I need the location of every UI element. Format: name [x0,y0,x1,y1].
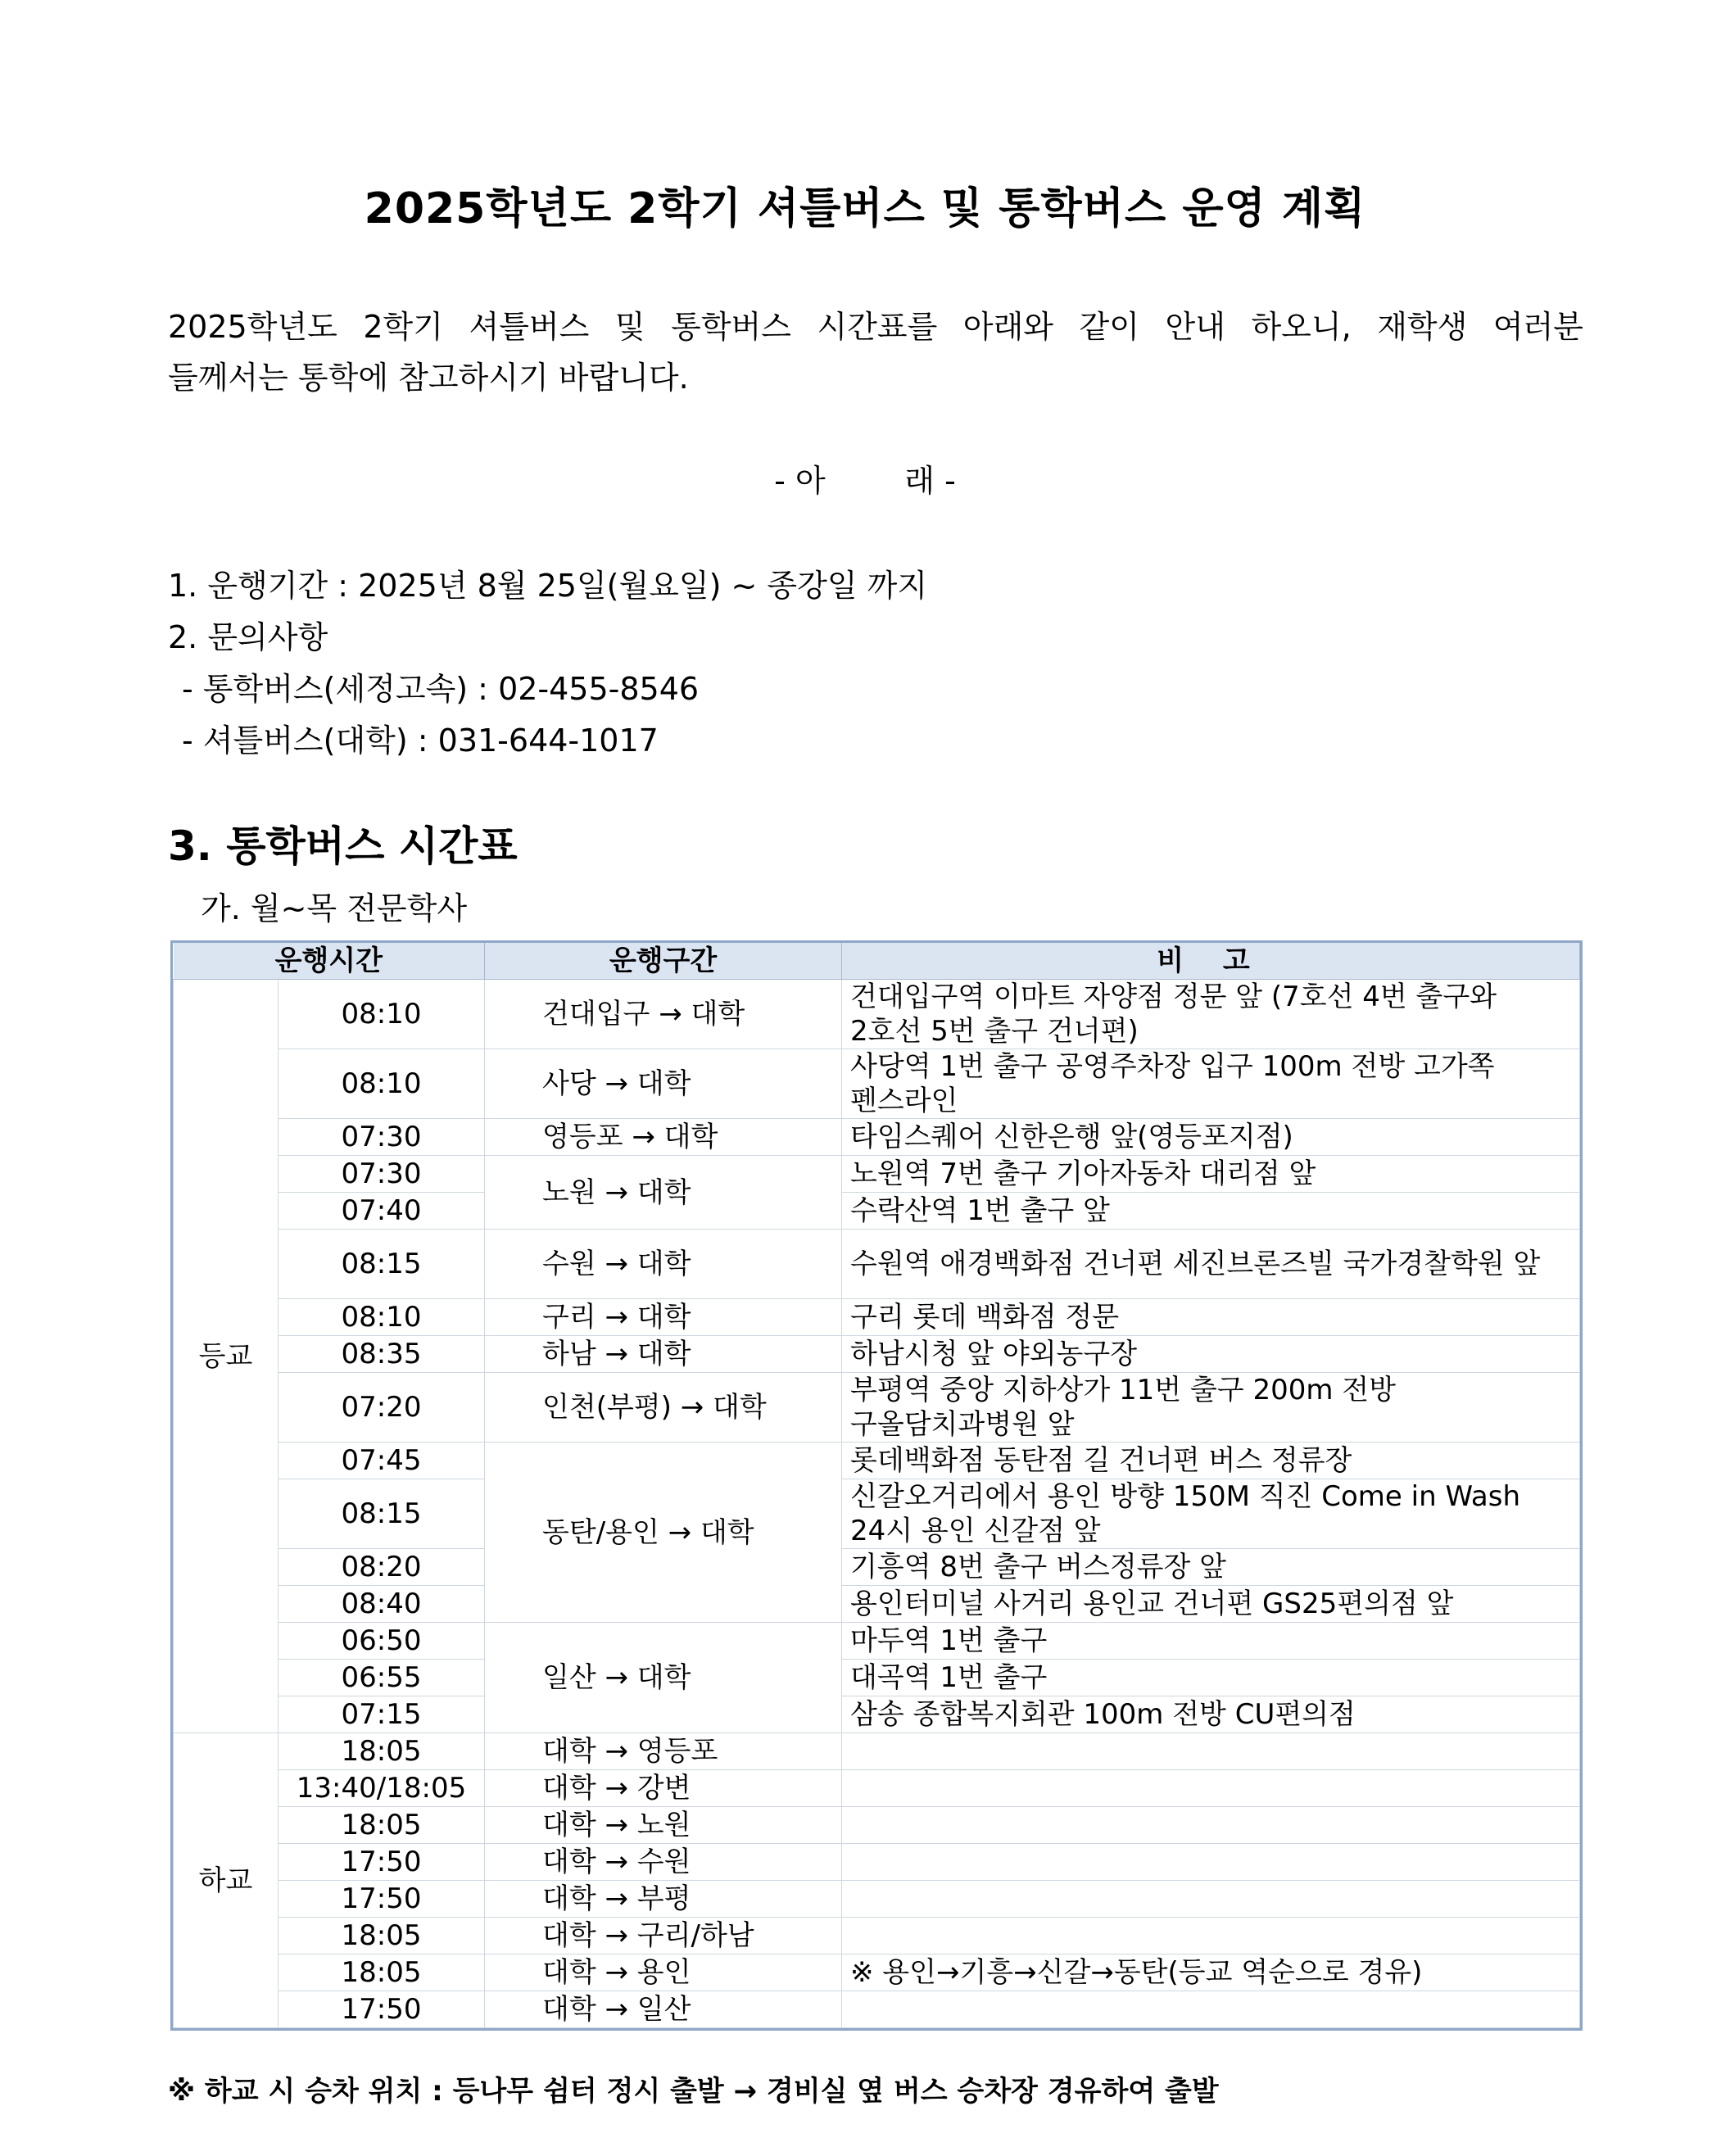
route-cell: 대학 → 수원 [485,1844,842,1881]
table-row [174,1918,1580,1954]
table-row [174,1991,1580,2028]
table-row [174,1549,1580,1586]
table-row [174,1049,1580,1119]
route-cell: 영등포 → 대학 [485,1119,842,1156]
time-cell: 08:35 [279,1336,485,1373]
time-cell: 17:50 [279,1991,485,2028]
commuter-bus-contact: - 통학버스(세정고속) : 02-455-8546 [182,671,700,707]
route-cell: 인천(부평) → 대학 [485,1373,842,1443]
time-cell: 07:30 [279,1119,485,1156]
table-row [174,1733,1580,1770]
note-cell: 하남시청 앞 야외농구장 [842,1336,1580,1373]
table-row [174,1336,1580,1373]
table-row [174,1373,1580,1443]
note-cell: ※ 용인→기흥→신갈→동탄(등교 역순으로 경유) [842,1954,1580,1991]
time-cell: 06:55 [279,1660,485,1696]
time-cell: 06:50 [279,1623,485,1660]
table-row [174,1586,1580,1623]
route-cell: 노원 → 대학 [485,1156,842,1230]
note-cell [842,1844,1580,1881]
time-cell: 08:15 [279,1230,485,1299]
time-cell: 08:10 [279,1049,485,1119]
note-cell [842,1918,1580,1954]
route-cell: 일산 → 대학 [485,1623,842,1733]
table-row [174,1119,1580,1156]
table-row [174,1230,1580,1299]
note-cell: 부평역 중앙 지하상가 11번 출구 200m 전방 구올담치과병원 앞 [842,1373,1580,1443]
table-row [174,1881,1580,1918]
route-cell: 대학 → 구리/하남 [485,1918,842,1954]
time-cell: 07:45 [279,1443,485,1479]
route-cell: 대학 → 강변 [485,1770,842,1807]
below-heading: - 아 래 - [774,463,956,499]
operation-period: 1. 운행기간 : 2025년 8월 25일(월요일) ~ 종강일 까지 [168,568,928,604]
table-row [174,1660,1580,1696]
note-cell: 수락산역 1번 출구 앞 [842,1193,1580,1230]
table-row [174,1193,1580,1230]
route-cell: 대학 → 부평 [485,1881,842,1918]
note-cell [842,1807,1580,1844]
table-row [174,1696,1580,1733]
table-row [174,1954,1580,1991]
intro-line-2: 들께서는 통학에 참고하시기 바랍니다. [168,360,689,396]
route-cell: 수원 → 대학 [485,1230,842,1299]
time-cell: 08:15 [279,1479,485,1549]
category-leaving: 하교 [174,1733,279,2028]
time-cell: 18:05 [279,1733,485,1770]
note-cell [842,1991,1580,2028]
route-cell: 대학 → 용인 [485,1954,842,1991]
route-cell: 동탄/용인 → 대학 [485,1443,842,1623]
table-row [174,980,1580,1049]
time-cell: 08:10 [279,1299,485,1336]
note-cell: 기흥역 8번 출구 버스정류장 앞 [842,1549,1580,1586]
document-title: 2025학년도 2학기 셔틀버스 및 통학버스 운영 계획 [364,184,1366,233]
route-cell: 하남 → 대학 [485,1336,842,1373]
subsection-heading: 가. 월~목 전문학사 [201,890,468,926]
note-cell [842,1770,1580,1807]
time-cell: 18:05 [279,1954,485,1991]
shuttle-bus-contact: - 셔틀버스(대학) : 031-644-1017 [182,722,659,759]
note-cell [842,1881,1580,1918]
note-cell: 용인터미널 사거리 용인교 건너편 GS25편의점 앞 [842,1586,1580,1623]
time-cell: 08:10 [279,980,485,1049]
note-cell: 노원역 7번 출구 기아자동차 대리점 앞 [842,1156,1580,1193]
time-cell: 08:40 [279,1586,485,1623]
time-cell: 17:50 [279,1844,485,1881]
time-cell: 07:15 [279,1696,485,1733]
table-row [174,1479,1580,1549]
section-heading-timetable: 3. 통학버스 시간표 [168,822,518,870]
note-cell: 건대입구역 이마트 자양점 정문 앞 (7호선 4번 출구와 2호선 5번 출구 건너편) [842,980,1580,1049]
note-cell: 롯데백화점 동탄점 길 건너편 버스 정류장 [842,1443,1580,1479]
time-cell: 18:05 [279,1918,485,1954]
bus-schedule-table [170,940,1583,2031]
note-cell: 사당역 1번 출구 공영주차장 입구 100m 전방 고가쪽 펜스라인 [842,1049,1580,1119]
note-cell: 대곡역 1번 출구 [842,1660,1580,1696]
inquiry-heading: 2. 문의사항 [168,619,328,655]
route-cell: 건대입구 → 대학 [485,980,842,1049]
header-time: 운행시간 [174,943,485,980]
time-cell: 08:20 [279,1549,485,1586]
time-cell: 17:50 [279,1881,485,1918]
note-cell: 신갈오거리에서 용인 방향 150M 직진 Come in Wash 24시 용인 신갈점 앞 [842,1479,1580,1549]
note-cell: 타임스퀘어 신한은행 앞(영등포지점) [842,1119,1580,1156]
intro-line-1: 2025학년도 2학기 셔틀버스 및 통학버스 시간표를 아래와 같이 안내 하오니, 재학생 여러분 [168,309,1583,345]
time-cell: 18:05 [279,1807,485,1844]
note-cell [842,1733,1580,1770]
route-cell: 사당 → 대학 [485,1049,842,1119]
note-cell: 구리 롯데 백화점 정문 [842,1299,1580,1336]
category-going: 등교 [174,980,279,1733]
table-row [174,1807,1580,1844]
note-cell: 마두역 1번 출구 [842,1623,1580,1660]
route-cell: 대학 → 노원 [485,1807,842,1844]
time-cell: 07:40 [279,1193,485,1230]
time-cell: 07:20 [279,1373,485,1443]
time-cell: 13:40/18:05 [279,1770,485,1807]
table-row [174,1443,1580,1479]
note-cell: 수원역 애경백화점 건너편 세진브론즈빌 국가경찰학원 앞 [842,1230,1580,1299]
table-row [174,1623,1580,1660]
time-cell: 07:30 [279,1156,485,1193]
table-row [174,1299,1580,1336]
table-row [174,1844,1580,1881]
table-row [174,1156,1580,1193]
table-row [174,1770,1580,1807]
note-cell: 삼송 종합복지회관 100m 전방 CU편의점 [842,1696,1580,1733]
route-cell: 구리 → 대학 [485,1299,842,1336]
route-cell: 대학 → 영등포 [485,1733,842,1770]
header-note: 비 고 [842,943,1580,980]
route-cell: 대학 → 일산 [485,1991,842,2028]
header-route: 운행구간 [485,943,842,980]
boarding-location-note: ※ 하교 시 승차 위치 : 등나무 쉼터 정시 출발 → 경비실 옆 버스 승차장 경유하여 출발 [168,2075,1219,2108]
